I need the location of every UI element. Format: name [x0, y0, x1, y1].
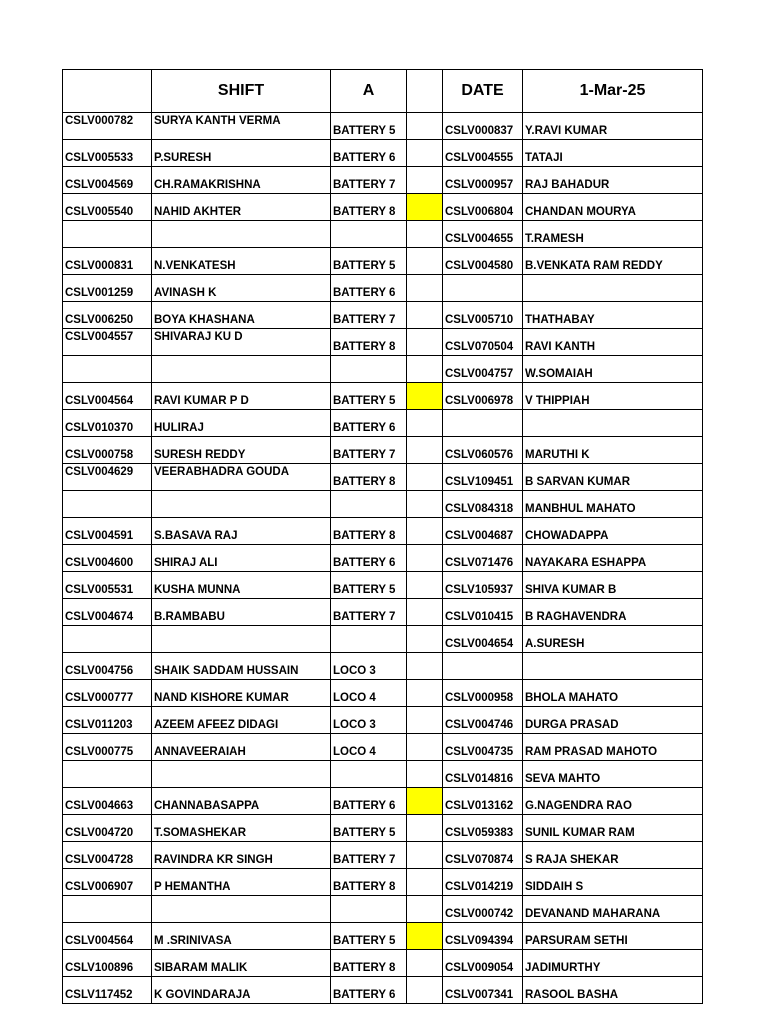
highlight-marker-cell [407, 464, 443, 491]
table-row [63, 869, 703, 896]
employee-name-cell: SHIVARAJ KU D [152, 329, 331, 356]
employee-name-cell: CH.RAMAKRISHNA [152, 167, 331, 194]
relief-employee-id-cell: CSLV109451 [443, 464, 523, 491]
assignment-cell: BATTERY 5 [331, 113, 407, 140]
relief-employee-name-cell: MARUTHI K [523, 437, 703, 464]
employee-id-cell: CSLV000782 [63, 113, 152, 140]
employee-id-cell: CSLV000775 [63, 734, 152, 761]
relief-employee-name-cell: V THIPPIAH [523, 383, 703, 410]
assignment-cell: BATTERY 5 [331, 923, 407, 950]
relief-employee-id-cell: CSLV004580 [443, 248, 523, 275]
employee-id-cell [63, 626, 152, 653]
assignment-cell [331, 356, 407, 383]
assignment-cell: BATTERY 7 [331, 437, 407, 464]
relief-employee-id-cell: CSLV014816 [443, 761, 523, 788]
employee-name-cell: B.RAMBABU [152, 599, 331, 626]
highlight-marker-cell [407, 275, 443, 302]
table-row [63, 383, 703, 410]
relief-employee-name-cell: B RAGHAVENDRA [523, 599, 703, 626]
table-row [63, 896, 703, 923]
highlight-marker-cell [407, 896, 443, 923]
highlight-marker-cell [407, 842, 443, 869]
table-row [63, 572, 703, 599]
highlight-marker-cell [407, 950, 443, 977]
relief-employee-name-cell [523, 653, 703, 680]
table-row [63, 518, 703, 545]
assignment-cell: BATTERY 5 [331, 383, 407, 410]
assignment-cell: LOCO 4 [331, 680, 407, 707]
employee-id-cell: CSLV004569 [63, 167, 152, 194]
employee-id-cell: CSLV005540 [63, 194, 152, 221]
relief-employee-name-cell: G.NAGENDRA RAO [523, 788, 703, 815]
relief-employee-id-cell: CSLV000958 [443, 680, 523, 707]
highlight-marker-cell [407, 572, 443, 599]
table-row [63, 356, 703, 383]
employee-name-cell: NAHID AKHTER [152, 194, 331, 221]
relief-employee-id-cell: CSLV004654 [443, 626, 523, 653]
table-row [63, 437, 703, 464]
employee-id-cell: CSLV004756 [63, 653, 152, 680]
relief-employee-id-cell: CSLV013162 [443, 788, 523, 815]
assignment-cell: BATTERY 8 [331, 194, 407, 221]
employee-id-cell: CSLV001259 [63, 275, 152, 302]
assignment-cell: BATTERY 5 [331, 248, 407, 275]
employee-name-cell: P HEMANTHA [152, 869, 331, 896]
header-blank-cell [63, 70, 152, 113]
relief-employee-id-cell: CSLV007341 [443, 977, 523, 1004]
highlight-marker-cell [407, 383, 443, 410]
table-row [63, 923, 703, 950]
date-value: 1-Mar-25 [523, 70, 703, 113]
table-row [63, 707, 703, 734]
table-row [63, 815, 703, 842]
relief-employee-name-cell: SEVA MAHTO [523, 761, 703, 788]
employee-id-cell: CSLV000777 [63, 680, 152, 707]
employee-id-cell: CSLV004728 [63, 842, 152, 869]
highlight-marker-cell [407, 194, 443, 221]
employee-id-cell: CSLV100896 [63, 950, 152, 977]
employee-name-cell: SURESH REDDY [152, 437, 331, 464]
shift-roster-table [62, 69, 703, 1004]
employee-name-cell: S.BASAVA RAJ [152, 518, 331, 545]
assignment-cell: BATTERY 5 [331, 572, 407, 599]
relief-employee-id-cell: CSLV084318 [443, 491, 523, 518]
relief-employee-name-cell [523, 410, 703, 437]
relief-employee-id-cell: CSLV000957 [443, 167, 523, 194]
employee-id-cell: CSLV000758 [63, 437, 152, 464]
relief-employee-id-cell: CSLV004735 [443, 734, 523, 761]
employee-name-cell: SIBARAM MALIK [152, 950, 331, 977]
relief-employee-name-cell: B.VENKATA RAM REDDY [523, 248, 703, 275]
assignment-cell: BATTERY 7 [331, 599, 407, 626]
relief-employee-name-cell: SUNIL KUMAR RAM [523, 815, 703, 842]
table-row [63, 302, 703, 329]
highlight-marker-cell [407, 545, 443, 572]
highlight-marker-cell [407, 140, 443, 167]
employee-name-cell: SHAIK SADDAM HUSSAIN [152, 653, 331, 680]
assignment-cell [331, 491, 407, 518]
relief-employee-id-cell: CSLV070504 [443, 329, 523, 356]
relief-employee-name-cell: DURGA PRASAD [523, 707, 703, 734]
relief-employee-name-cell: MANBHUL MAHATO [523, 491, 703, 518]
table-row [63, 113, 703, 140]
assignment-cell: BATTERY 8 [331, 950, 407, 977]
employee-name-cell: CHANNABASAPPA [152, 788, 331, 815]
relief-employee-name-cell: TATAJI [523, 140, 703, 167]
date-label: DATE [443, 70, 523, 113]
relief-employee-name-cell: W.SOMAIAH [523, 356, 703, 383]
relief-employee-name-cell: SIDDAIH S [523, 869, 703, 896]
employee-name-cell: SHIRAJ ALI [152, 545, 331, 572]
relief-employee-name-cell [523, 275, 703, 302]
highlight-marker-cell [407, 761, 443, 788]
relief-employee-id-cell: CSLV010415 [443, 599, 523, 626]
table-row [63, 680, 703, 707]
employee-id-cell [63, 761, 152, 788]
assignment-cell [331, 761, 407, 788]
employee-id-cell: CSLV005533 [63, 140, 152, 167]
table-row [63, 275, 703, 302]
highlight-marker-cell [407, 167, 443, 194]
table-row [63, 545, 703, 572]
highlight-marker-cell [407, 788, 443, 815]
highlight-marker-cell [407, 248, 443, 275]
table-row [63, 950, 703, 977]
table-row [63, 140, 703, 167]
relief-employee-name-cell: RAJ BAHADUR [523, 167, 703, 194]
relief-employee-id-cell: CSLV070874 [443, 842, 523, 869]
relief-employee-id-cell: CSLV004555 [443, 140, 523, 167]
employee-name-cell [152, 896, 331, 923]
assignment-cell: BATTERY 5 [331, 815, 407, 842]
relief-employee-name-cell: CHANDAN MOURYA [523, 194, 703, 221]
table-row [63, 599, 703, 626]
table-row [63, 410, 703, 437]
relief-employee-id-cell [443, 410, 523, 437]
employee-id-cell: CSLV117452 [63, 977, 152, 1004]
relief-employee-id-cell: CSLV004687 [443, 518, 523, 545]
assignment-cell [331, 896, 407, 923]
relief-employee-name-cell: RAVI KANTH [523, 329, 703, 356]
highlight-marker-cell [407, 923, 443, 950]
highlight-marker-cell [407, 410, 443, 437]
relief-employee-name-cell: PARSURAM SETHI [523, 923, 703, 950]
table-row [63, 329, 703, 356]
highlight-marker-cell [407, 437, 443, 464]
employee-name-cell: N.VENKATESH [152, 248, 331, 275]
relief-employee-id-cell: CSLV094394 [443, 923, 523, 950]
employee-name-cell: K GOVINDARAJA [152, 977, 331, 1004]
table-row [63, 761, 703, 788]
table-row [63, 842, 703, 869]
relief-employee-id-cell: CSLV006804 [443, 194, 523, 221]
relief-employee-id-cell: CSLV004757 [443, 356, 523, 383]
relief-employee-name-cell: RASOOL BASHA [523, 977, 703, 1004]
highlight-marker-cell [407, 707, 443, 734]
employee-id-cell: CSLV011203 [63, 707, 152, 734]
relief-employee-id-cell: CSLV005710 [443, 302, 523, 329]
assignment-cell: BATTERY 8 [331, 518, 407, 545]
table-row [63, 248, 703, 275]
relief-employee-name-cell: SHIVA KUMAR B [523, 572, 703, 599]
table-row [63, 788, 703, 815]
relief-employee-id-cell: CSLV071476 [443, 545, 523, 572]
employee-name-cell: KUSHA MUNNA [152, 572, 331, 599]
employee-name-cell: VEERABHADRA GOUDA [152, 464, 331, 491]
table-row [63, 167, 703, 194]
relief-employee-id-cell [443, 653, 523, 680]
employee-id-cell: CSLV010370 [63, 410, 152, 437]
assignment-cell: BATTERY 8 [331, 869, 407, 896]
shift-value: A [331, 70, 407, 113]
assignment-cell: BATTERY 6 [331, 275, 407, 302]
employee-name-cell: M .SRINIVASA [152, 923, 331, 950]
highlight-marker-cell [407, 221, 443, 248]
employee-name-cell: ANNAVEERAIAH [152, 734, 331, 761]
employee-name-cell: RAVI KUMAR P D [152, 383, 331, 410]
relief-employee-id-cell: CSLV060576 [443, 437, 523, 464]
assignment-cell: BATTERY 8 [331, 329, 407, 356]
highlight-marker-cell [407, 329, 443, 356]
employee-name-cell: T.SOMASHEKAR [152, 815, 331, 842]
employee-name-cell [152, 356, 331, 383]
highlight-marker-cell [407, 653, 443, 680]
employee-id-cell: CSLV004564 [63, 923, 152, 950]
assignment-cell: BATTERY 7 [331, 167, 407, 194]
employee-id-cell: CSLV004557 [63, 329, 152, 356]
employee-id-cell: CSLV004629 [63, 464, 152, 491]
employee-id-cell: CSLV004564 [63, 383, 152, 410]
header-blank-cell [407, 70, 443, 113]
assignment-cell: LOCO 3 [331, 653, 407, 680]
assignment-cell [331, 626, 407, 653]
assignment-cell: BATTERY 6 [331, 545, 407, 572]
employee-id-cell [63, 221, 152, 248]
relief-employee-id-cell [443, 275, 523, 302]
assignment-cell: BATTERY 6 [331, 410, 407, 437]
relief-employee-name-cell: DEVANAND MAHARANA [523, 896, 703, 923]
table-row [63, 626, 703, 653]
highlight-marker-cell [407, 815, 443, 842]
table-row [63, 653, 703, 680]
highlight-marker-cell [407, 977, 443, 1004]
relief-employee-name-cell: NAYAKARA ESHAPPA [523, 545, 703, 572]
employee-name-cell [152, 221, 331, 248]
table-row [63, 221, 703, 248]
highlight-marker-cell [407, 491, 443, 518]
employee-id-cell [63, 356, 152, 383]
highlight-marker-cell [407, 518, 443, 545]
relief-employee-id-cell: CSLV000742 [443, 896, 523, 923]
employee-name-cell [152, 626, 331, 653]
relief-employee-name-cell: B SARVAN KUMAR [523, 464, 703, 491]
relief-employee-id-cell: CSLV059383 [443, 815, 523, 842]
employee-id-cell: CSLV006907 [63, 869, 152, 896]
employee-name-cell: RAVINDRA KR SINGH [152, 842, 331, 869]
employee-name-cell: SURYA KANTH VERMA [152, 113, 331, 140]
relief-employee-name-cell: RAM PRASAD MAHOTO [523, 734, 703, 761]
employee-name-cell: HULIRAJ [152, 410, 331, 437]
table-row [63, 194, 703, 221]
assignment-cell: LOCO 4 [331, 734, 407, 761]
employee-name-cell: P.SURESH [152, 140, 331, 167]
highlight-marker-cell [407, 113, 443, 140]
assignment-cell: LOCO 3 [331, 707, 407, 734]
employee-id-cell: CSLV004720 [63, 815, 152, 842]
relief-employee-id-cell: CSLV105937 [443, 572, 523, 599]
highlight-marker-cell [407, 356, 443, 383]
relief-employee-id-cell: CSLV009054 [443, 950, 523, 977]
relief-employee-id-cell: CSLV014219 [443, 869, 523, 896]
employee-id-cell [63, 896, 152, 923]
assignment-cell [331, 221, 407, 248]
relief-employee-name-cell: Y.RAVI KUMAR [523, 113, 703, 140]
highlight-marker-cell [407, 734, 443, 761]
table-row [63, 734, 703, 761]
highlight-marker-cell [407, 680, 443, 707]
relief-employee-name-cell: BHOLA MAHATO [523, 680, 703, 707]
relief-employee-name-cell: THATHABAY [523, 302, 703, 329]
employee-name-cell [152, 761, 331, 788]
employee-id-cell: CSLV004674 [63, 599, 152, 626]
employee-name-cell: NAND KISHORE KUMAR [152, 680, 331, 707]
relief-employee-name-cell: JADIMURTHY [523, 950, 703, 977]
employee-id-cell [63, 491, 152, 518]
employee-id-cell: CSLV005531 [63, 572, 152, 599]
table-row [63, 491, 703, 518]
employee-id-cell: CSLV004600 [63, 545, 152, 572]
relief-employee-id-cell: CSLV006978 [443, 383, 523, 410]
relief-employee-id-cell: CSLV000837 [443, 113, 523, 140]
assignment-cell: BATTERY 6 [331, 140, 407, 167]
shift-label: SHIFT [152, 70, 331, 113]
header-row [63, 70, 703, 113]
employee-name-cell: BOYA KHASHANA [152, 302, 331, 329]
relief-employee-id-cell: CSLV004746 [443, 707, 523, 734]
table-row [63, 977, 703, 1004]
employee-id-cell: CSLV006250 [63, 302, 152, 329]
relief-employee-name-cell: T.RAMESH [523, 221, 703, 248]
highlight-marker-cell [407, 302, 443, 329]
employee-name-cell: AZEEM AFEEZ DIDAGI [152, 707, 331, 734]
relief-employee-name-cell: S RAJA SHEKAR [523, 842, 703, 869]
employee-id-cell: CSLV004663 [63, 788, 152, 815]
highlight-marker-cell [407, 869, 443, 896]
relief-employee-name-cell: CHOWADAPPA [523, 518, 703, 545]
assignment-cell: BATTERY 6 [331, 788, 407, 815]
employee-name-cell: AVINASH K [152, 275, 331, 302]
highlight-marker-cell [407, 599, 443, 626]
highlight-marker-cell [407, 626, 443, 653]
assignment-cell: BATTERY 7 [331, 302, 407, 329]
employee-id-cell: CSLV004591 [63, 518, 152, 545]
assignment-cell: BATTERY 6 [331, 977, 407, 1004]
table-row [63, 464, 703, 491]
employee-id-cell: CSLV000831 [63, 248, 152, 275]
relief-employee-id-cell: CSLV004655 [443, 221, 523, 248]
employee-name-cell [152, 491, 331, 518]
relief-employee-name-cell: A.SURESH [523, 626, 703, 653]
assignment-cell: BATTERY 8 [331, 464, 407, 491]
assignment-cell: BATTERY 7 [331, 842, 407, 869]
